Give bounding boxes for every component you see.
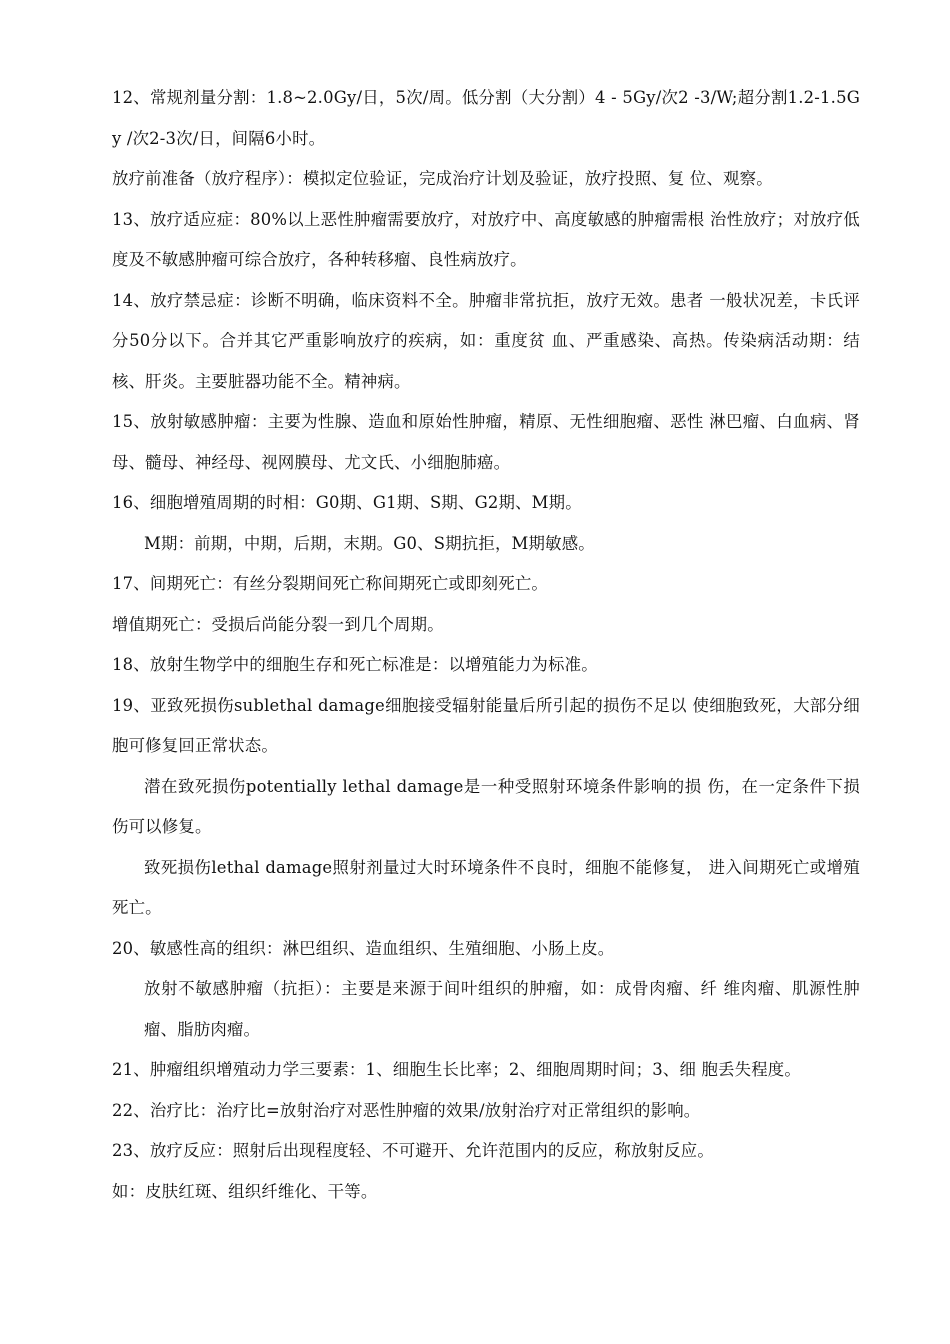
paragraph-proliferative-death: 增值期死亡：受损后尚能分裂一到几个周期。 (112, 614, 444, 634)
paragraph-12-fractionation: 12、常规剂量分割：1.8~2.0Gy/日，5次/周。低分割（大分割）4 - 5Gy/次2 -3/W;超分割1.2-1.5Gy /次2-3次/日，间隔6小时。 (112, 88, 860, 148)
paragraph-m-phase: M期：前期，中期，后期，末期。G0、S期抗拒，M期敏感。 (144, 533, 595, 553)
paragraph-16-cell-cycle: 16、细胞增殖周期的时相：G0期、G1期、S期、G2期、M期。 (112, 493, 582, 512)
paragraph-14-contraindications: 14、放疗禁忌症：诊断不明确，临床资料不全。肿瘤非常抗拒，放疗无效。患者 一般状况差，卡氏评分50分以下。合并其它严重影响放疗的疾病，如：重度贫 血、严重感染、高热。传染病活动期：结核、肝炎。主要脏器功能不全。精神病。 (112, 290, 860, 391)
paragraph-23-radiation-reaction: 23、放疗反应：照射后出现程度轻、不可避开、允许范围内的反应，称放射反应。 (112, 1141, 714, 1160)
paragraph-19-sublethal-damage: 19、亚致死损伤sublethal damage细胞接受辐射能量后所引起的损伤不足以 使细胞致死，大部分细胞可修复回正常状态。 (112, 695, 860, 755)
paragraph-reaction-examples: 如：皮肤红斑、组织纤维化、干等。 (112, 1181, 378, 1201)
paragraph-lethal-damage: 致死损伤lethal damage照射剂量过大时环境条件不良时，细胞不能修复， 进入间期死亡或增殖死亡。 (112, 857, 860, 917)
paragraph-20-sensitive-tissues: 20、敏感性高的组织：淋巴组织、造血组织、生殖细胞、小肠上皮。 (112, 938, 615, 958)
paragraph-18-survival-criteria: 18、放射生物学中的细胞生存和死亡标准是：以增殖能力为标准。 (112, 655, 598, 674)
paragraph-radioresistant-tumors: 放射不敏感肿瘤（抗拒）：主要是来源于间叶组织的肿瘤，如：成骨肉瘤、纤 维肉瘤、肌源性肿瘤、脂肪肉瘤。 (144, 979, 860, 1039)
paragraph-pre-radiotherapy-prep: 放疗前准备（放疗程序）：模拟定位验证，完成治疗计划及验证，放疗投照、复 位、观察。 (112, 169, 773, 188)
paragraph-15-radiosensitive-tumors: 15、放射敏感肿瘤：主要为性腺、造血和原始性肿瘤，精原、无性细胞瘤、恶性 淋巴瘤、白血病、肾母、髓母、神经母、视网膜母、尤文氏、小细胞肺癌。 (112, 412, 860, 472)
paragraph-17-interphase-death: 17、间期死亡：有丝分裂期间死亡称间期死亡或即刻死亡。 (112, 574, 549, 593)
paragraph-potentially-lethal-damage: 潜在致死损伤potentially lethal damage是一种受照射环境条件影响的损 伤，在一定条件下损伤可以修复。 (112, 776, 860, 836)
paragraph-21-kinetics: 21、肿瘤组织增殖动力学三要素：1、细胞生长比率；2、细胞周期时间；3、细 胞丢失程度。 (112, 1060, 801, 1079)
document-page (112, 78, 860, 1212)
paragraph-22-therapeutic-ratio: 22、治疗比：治疗比=放射治疗对恶性肿瘤的效果/放射治疗对正常组织的影响。 (112, 1100, 701, 1120)
paragraph-13-indications: 13、放疗适应症：80%以上恶性肿瘤需要放疗，对放疗中、高度敏感的肿瘤需根 治性放疗；对放疗低度及不敏感肿瘤可综合放疗，各种转移瘤、良性病放疗。 (112, 209, 860, 269)
